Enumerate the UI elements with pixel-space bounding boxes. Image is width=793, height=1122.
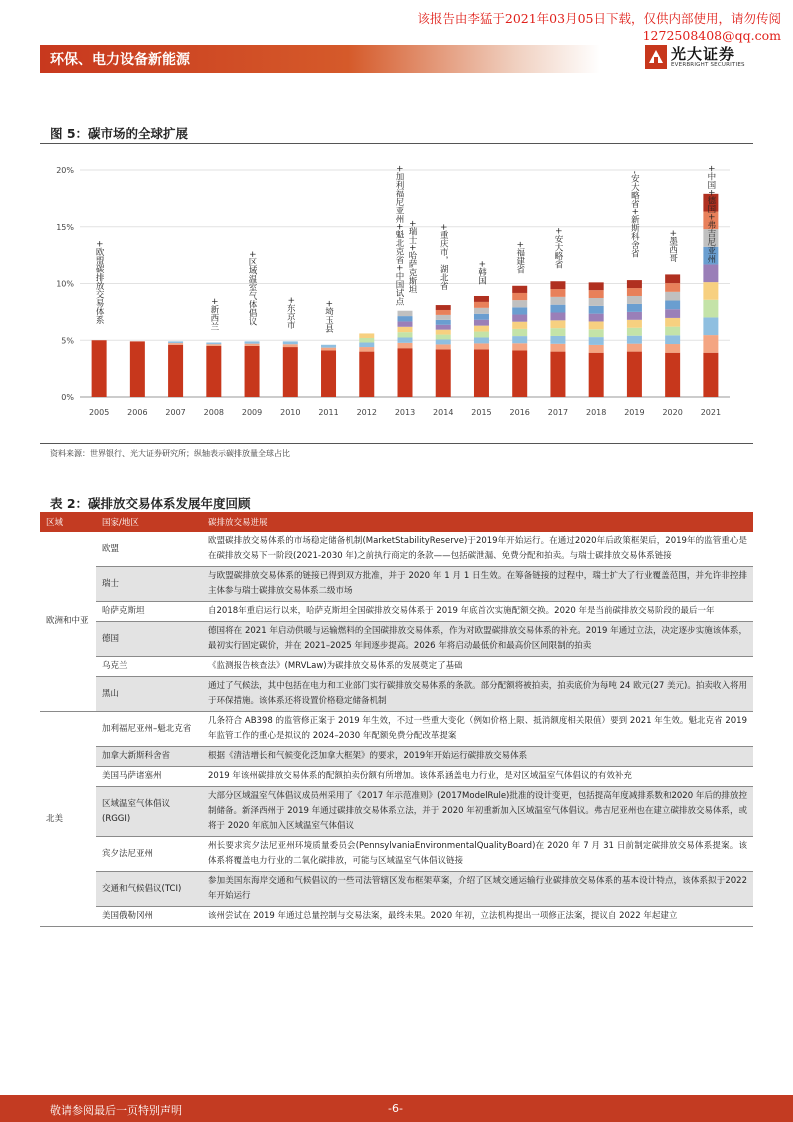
- annotation-label: +东京市: [285, 296, 296, 330]
- bar-stack-segment: [245, 344, 260, 346]
- table-header-row: [40, 512, 753, 532]
- x-tick-label: 2015: [471, 408, 492, 417]
- bar-stack-segment: [321, 345, 336, 348]
- country-cell: 德国: [96, 622, 202, 657]
- bar-base-segment: [436, 349, 451, 397]
- bar-stack-segment: [245, 341, 260, 343]
- bar-stack-segment: [512, 300, 527, 307]
- annotation-label: +福建省: [514, 240, 525, 274]
- bar-stack-segment: [665, 309, 680, 318]
- bar-stack-segment: [550, 281, 565, 289]
- country-cell: 美国马萨诸塞州: [96, 767, 202, 787]
- download-watermark: [417, 10, 781, 44]
- bar-stack-segment: [627, 336, 642, 344]
- table-row: [40, 622, 753, 657]
- progress-cell: 该州尝试在 2019 年通过总量控制与交易法案，最终未果。2020 年初，立法机构提出一项修正法案，提议自 2022 年起建立: [202, 907, 753, 927]
- annotation-label: +加利福尼亚州+魁北克省+中国试点: [394, 165, 404, 306]
- x-tick-label: 2006: [127, 408, 148, 417]
- table-row: [40, 787, 753, 837]
- y-tick-label: 10%: [56, 279, 74, 289]
- annotation-label: +韩国: [476, 260, 487, 285]
- bar-stack-segment: [512, 293, 527, 300]
- annotation-label: -安大略省+新斯科舍省: [629, 170, 640, 258]
- header-title: 环保、电力设备新能源: [50, 52, 190, 68]
- table-row: [40, 872, 753, 907]
- bar-base-segment: [398, 348, 413, 397]
- carbon-market-chart: [40, 155, 753, 440]
- bar-stack-segment: [321, 348, 336, 351]
- progress-cell: 2019 年该州碳排放交易体系的配额拍卖份额有所增加。该体系涵盖电力行业，是对区域温室气体倡议的有效补充: [202, 767, 753, 787]
- bar-stack-segment: [665, 344, 680, 353]
- progress-cell: 几条符合 AB398 的监管修正案于 2019 年生效，不过一些重大变化（例如价格上限、抵消额度相关限值）要到 2021 年生效。魁北克省 2019 年监管工作的重心是拟议的 2024–2030 年配额免费分配改革提案: [202, 712, 753, 747]
- header-country: 国家/地区: [96, 512, 202, 532]
- bar-stack-segment: [627, 344, 642, 352]
- bar-stack-segment: [436, 305, 451, 310]
- bar-stack-segment: [512, 322, 527, 329]
- country-cell: 加拿大新斯科舍省: [96, 747, 202, 767]
- bar-base-segment: [168, 345, 183, 397]
- bar-base-segment: [206, 346, 221, 397]
- bar-stack-segment: [512, 286, 527, 293]
- page-number: -6-: [388, 1102, 403, 1115]
- table-row: [40, 657, 753, 677]
- bar-stack-segment: [665, 327, 680, 336]
- table-row: [40, 602, 753, 622]
- header-progress: 碳排放交易进展: [202, 512, 753, 532]
- bar-stack-segment: [665, 292, 680, 301]
- progress-cell: 自2018年重启运行以来，哈萨克斯坦全国碳排放交易体系于 2019 年底首次实施配额交换。2020 年是当前碳排放交易阶段的最后一年: [202, 602, 753, 622]
- x-tick-label: 2009: [241, 408, 263, 417]
- bar-stack-segment: [398, 321, 413, 326]
- table-row: [40, 532, 753, 567]
- bar-stack-segment: [474, 332, 489, 338]
- bar-base-segment: [92, 340, 107, 397]
- bar-stack-segment: [703, 317, 718, 335]
- bar-base-segment: [245, 346, 260, 397]
- company-logo: [645, 43, 750, 73]
- bar-stack-segment: [436, 315, 451, 320]
- bar-base-segment: [550, 352, 565, 397]
- bar-stack-segment: [627, 280, 642, 288]
- progress-cell: 根据《清洁增长和气候变化泛加拿大框架》的要求，2019年开始运行碳排放交易体系: [202, 747, 753, 767]
- country-cell: 加利福尼亚州–魁北克省: [96, 712, 202, 747]
- annotation-label: +埼玉县: [323, 299, 334, 333]
- bar-stack-segment: [665, 301, 680, 310]
- header-region: 区域: [40, 512, 96, 532]
- bar-stack-segment: [589, 345, 604, 353]
- bar-stack-segment: [398, 316, 413, 321]
- table-row: [40, 712, 753, 747]
- bar-stack-segment: [627, 328, 642, 336]
- region-cell: 欧洲和中亚: [40, 532, 96, 712]
- figure-bottom-rule: [40, 443, 753, 444]
- bar-base-segment: [512, 350, 527, 397]
- bar-stack-segment: [359, 333, 374, 338]
- bar-stack-segment: [359, 338, 374, 343]
- bar-stack-segment: [550, 328, 565, 336]
- progress-cell: 参加美国东海岸交通和气候倡议的一些司法管辖区发布框架草案，介绍了区域交通运输行业碳排放交易体系的基本设计特点，该体系拟于2022 年开始运行: [202, 872, 753, 907]
- bar-stack-segment: [436, 320, 451, 325]
- bar-stack-segment: [589, 321, 604, 329]
- x-tick-label: 2008: [203, 408, 225, 417]
- annotation-label: +重庆市，湖北省: [438, 223, 449, 291]
- bar-stack-segment: [283, 341, 298, 344]
- bar-stack-segment: [665, 274, 680, 283]
- country-cell: 乌克兰: [96, 657, 202, 677]
- bar-base-segment: [130, 341, 145, 397]
- bar-stack-segment: [703, 282, 718, 300]
- y-tick-label: 0%: [61, 393, 74, 402]
- progress-cell: 与欧盟碳排放交易体系的链接已得到双方批准，并于 2020 年 1 月 1 日生效。在筹备链接的过程中，瑞士扩大了行业覆盖范围，并允许非控排主体参与瑞士碳排放交易体系二级市场: [202, 567, 753, 602]
- bar-stack-segment: [436, 339, 451, 344]
- x-tick-label: 2011: [318, 408, 339, 417]
- bar-stack-segment: [512, 329, 527, 336]
- bar-stack-segment: [627, 288, 642, 296]
- bar-base-segment: [283, 347, 298, 397]
- annotation-label: +中国+德国+弗吉尼亚州: [705, 165, 716, 263]
- bar-stack-segment: [550, 313, 565, 321]
- x-tick-label: 2010: [280, 408, 301, 417]
- country-cell: 黑山: [96, 677, 202, 712]
- annotation-label: +区域温室气体倡议: [247, 250, 258, 326]
- x-tick-label: 2005: [88, 408, 110, 417]
- bar-base-segment: [589, 353, 604, 397]
- bar-stack-segment: [550, 336, 565, 344]
- bar-stack-segment: [512, 307, 527, 314]
- bar-stack-segment: [550, 297, 565, 305]
- bar-stack-segment: [512, 315, 527, 322]
- bar-stack-segment: [436, 344, 451, 349]
- table-row: [40, 837, 753, 872]
- bar-stack-segment: [703, 335, 718, 353]
- x-tick-label: 2019: [624, 408, 645, 417]
- bar-stack-segment: [474, 308, 489, 314]
- country-cell: 区域温室气体倡议(RGGI): [96, 787, 202, 837]
- bar-stack-segment: [359, 343, 374, 348]
- bar-stack-segment: [627, 304, 642, 312]
- bar-stack-segment: [703, 264, 718, 282]
- country-cell: 美国俄勒冈州: [96, 907, 202, 927]
- bar-stack-segment: [474, 296, 489, 302]
- figure-source: 资料来源：世界银行、光大证券研究所；纵轴表示碳排放量全球占比: [50, 449, 290, 458]
- bar-stack-segment: [627, 312, 642, 320]
- y-tick-label: 5%: [61, 336, 74, 346]
- bar-stack-segment: [474, 320, 489, 326]
- bar-base-segment: [703, 353, 718, 397]
- bar-stack-segment: [436, 325, 451, 330]
- bar-stack-segment: [206, 344, 221, 346]
- annotation-label: +墨西哥: [667, 229, 678, 263]
- bar-stack-segment: [665, 283, 680, 292]
- bar-stack-segment: [627, 296, 642, 304]
- table-row: [40, 907, 753, 927]
- country-cell: 瑞士: [96, 567, 202, 602]
- bar-stack-segment: [589, 298, 604, 306]
- bar-stack-segment: [474, 343, 489, 349]
- bar-base-segment: [627, 352, 642, 397]
- annotation-label: +欧盟碳排放交易体系: [94, 240, 105, 324]
- logo-mark-icon: [645, 45, 667, 69]
- x-tick-label: 2013: [394, 408, 416, 417]
- progress-cell: 欧盟碳排放交易体系的市场稳定储备机制(MarketStabilityReserve)于2019年开始运行。在通过2020年后政策框架后，2019年的监管重心是在碳排放交易下一阶段(2021-2030 年)之前执行商定的条款——包括碳泄漏、免费分配和拍卖。与瑞士碳排放交易体系链接: [202, 532, 753, 567]
- logo-text-en: EVERBRIGHT SECURITIES: [671, 62, 745, 68]
- bar-stack-segment: [703, 300, 718, 318]
- bar-stack-segment: [436, 330, 451, 335]
- bar-stack-segment: [398, 332, 413, 337]
- ets-review-table: [40, 512, 753, 927]
- watermark-line-2: 1272508408@qq.com: [642, 28, 781, 43]
- country-cell: 哈萨克斯坦: [96, 602, 202, 622]
- bar-stack-segment: [665, 318, 680, 327]
- logo-text-cn: 光大证券: [671, 45, 736, 63]
- progress-cell: 通过了气候法，其中包括在电力和工业部门实行碳排放交易体系的条款。部分配额将被拍卖，拍卖底价为每吨 24 欧元(27 美元)。拍卖收入将用于环保措施。该体系还将设置价格稳定储备机制: [202, 677, 753, 712]
- bar-stack-segment: [168, 343, 183, 345]
- bar-stack-segment: [665, 335, 680, 344]
- table-title: 表 2：碳排放交易体系发展年度回顾: [50, 496, 251, 511]
- x-tick-label: 2021: [700, 408, 722, 417]
- country-cell: 交通和气候倡议(TCI): [96, 872, 202, 907]
- bar-stack-segment: [550, 305, 565, 313]
- y-tick-label: 20%: [56, 166, 74, 175]
- bar-stack-segment: [283, 344, 298, 347]
- table-row: [40, 677, 753, 712]
- annotation-label: +安大略省: [552, 227, 563, 269]
- region-cell: 北美: [40, 712, 96, 927]
- bar-stack-segment: [589, 337, 604, 345]
- bar-stack-segment: [474, 337, 489, 343]
- bar-stack-segment: [589, 290, 604, 298]
- x-tick-label: 2014: [433, 408, 454, 417]
- bar-base-segment: [359, 352, 374, 397]
- progress-cell: 德国将在 2021 年启动供暖与运输燃料的全国碳排放交易体系，作为对欧盟碳排放交易体系的补充。2019 年通过立法，决定逐步实施该体系，最初实行固定碳价，并在 2021–2025 年间逐步提高。2026 年将启动最低价和最高价区间限制的拍卖: [202, 622, 753, 657]
- progress-cell: 《监测报告核查法》(MRVLaw)为碳排放交易体系的发展奠定了基础: [202, 657, 753, 677]
- bar-stack-segment: [398, 343, 413, 348]
- progress-cell: 州长要求宾夕法尼亚州环境质量委员会(PennsylvaniaEnvironmentalQualityBoard)在 2020 年 7 月 31 日前制定碳排放交易体系提案。该体系将覆盖电力行业的二氧化碳排放，可能与区域温室气体倡议链接: [202, 837, 753, 872]
- bar-stack-segment: [627, 320, 642, 328]
- bar-stack-segment: [398, 311, 413, 316]
- x-tick-label: 2020: [662, 408, 683, 417]
- table-row: [40, 567, 753, 602]
- figure-title: 图 5：碳市场的全球扩展: [50, 126, 189, 141]
- bar-stack-segment: [398, 337, 413, 342]
- bar-stack-segment: [206, 343, 221, 345]
- bar-stack-segment: [474, 302, 489, 308]
- bar-stack-segment: [359, 347, 374, 352]
- table-row: [40, 767, 753, 787]
- bar-base-segment: [665, 353, 680, 397]
- annotation-label: +瑞士+哈萨克斯坦: [407, 219, 417, 294]
- bar-stack-segment: [589, 282, 604, 290]
- annotation-label: +新西兰: [208, 297, 219, 331]
- bar-stack-segment: [474, 326, 489, 332]
- bar-stack-segment: [398, 327, 413, 332]
- x-tick-label: 2018: [585, 408, 607, 417]
- bar-stack-segment: [589, 306, 604, 314]
- x-tick-label: 2017: [547, 408, 569, 417]
- bar-stack-segment: [168, 341, 183, 343]
- x-tick-label: 2007: [165, 408, 186, 417]
- bar-stack-segment: [589, 314, 604, 322]
- bar-stack-segment: [474, 314, 489, 320]
- footer-notice: 敬请参阅最后一页特别声明: [50, 1104, 182, 1117]
- bar-base-segment: [321, 350, 336, 397]
- bar-stack-segment: [436, 310, 451, 315]
- bar-stack-segment: [550, 344, 565, 352]
- bar-stack-segment: [512, 343, 527, 350]
- bar-base-segment: [474, 349, 489, 397]
- country-cell: 欧盟: [96, 532, 202, 567]
- country-cell: 宾夕法尼亚州: [96, 837, 202, 872]
- x-tick-label: 2016: [509, 408, 530, 417]
- bar-stack-segment: [436, 335, 451, 340]
- figure-top-rule: [40, 143, 753, 144]
- bar-stack-segment: [512, 336, 527, 343]
- bar-stack-segment: [589, 329, 604, 337]
- progress-cell: 大部分区域温室气体倡议成员州采用了《2017 年示范准则》(2017ModelRule)批准的设计变更，包括提高年度减排系数和2020 年后的排放控制储备。新泽西州于 2019 年通过碳排放交易体系立法，并于 2020 年初重新加入区域温室气体倡议。弗吉尼亚州也在建立碳排放交易体系，或将于 2020 年底加入区域温室气体倡议: [202, 787, 753, 837]
- bar-stack-segment: [550, 289, 565, 297]
- watermark-line-1: 该报告由李猛于2021年03月05日下载，仅供内部使用，请勿传阅: [417, 11, 781, 26]
- bar-stack-segment: [550, 320, 565, 328]
- y-tick-label: 15%: [56, 222, 74, 232]
- table-row: [40, 747, 753, 767]
- x-tick-label: 2012: [356, 408, 377, 417]
